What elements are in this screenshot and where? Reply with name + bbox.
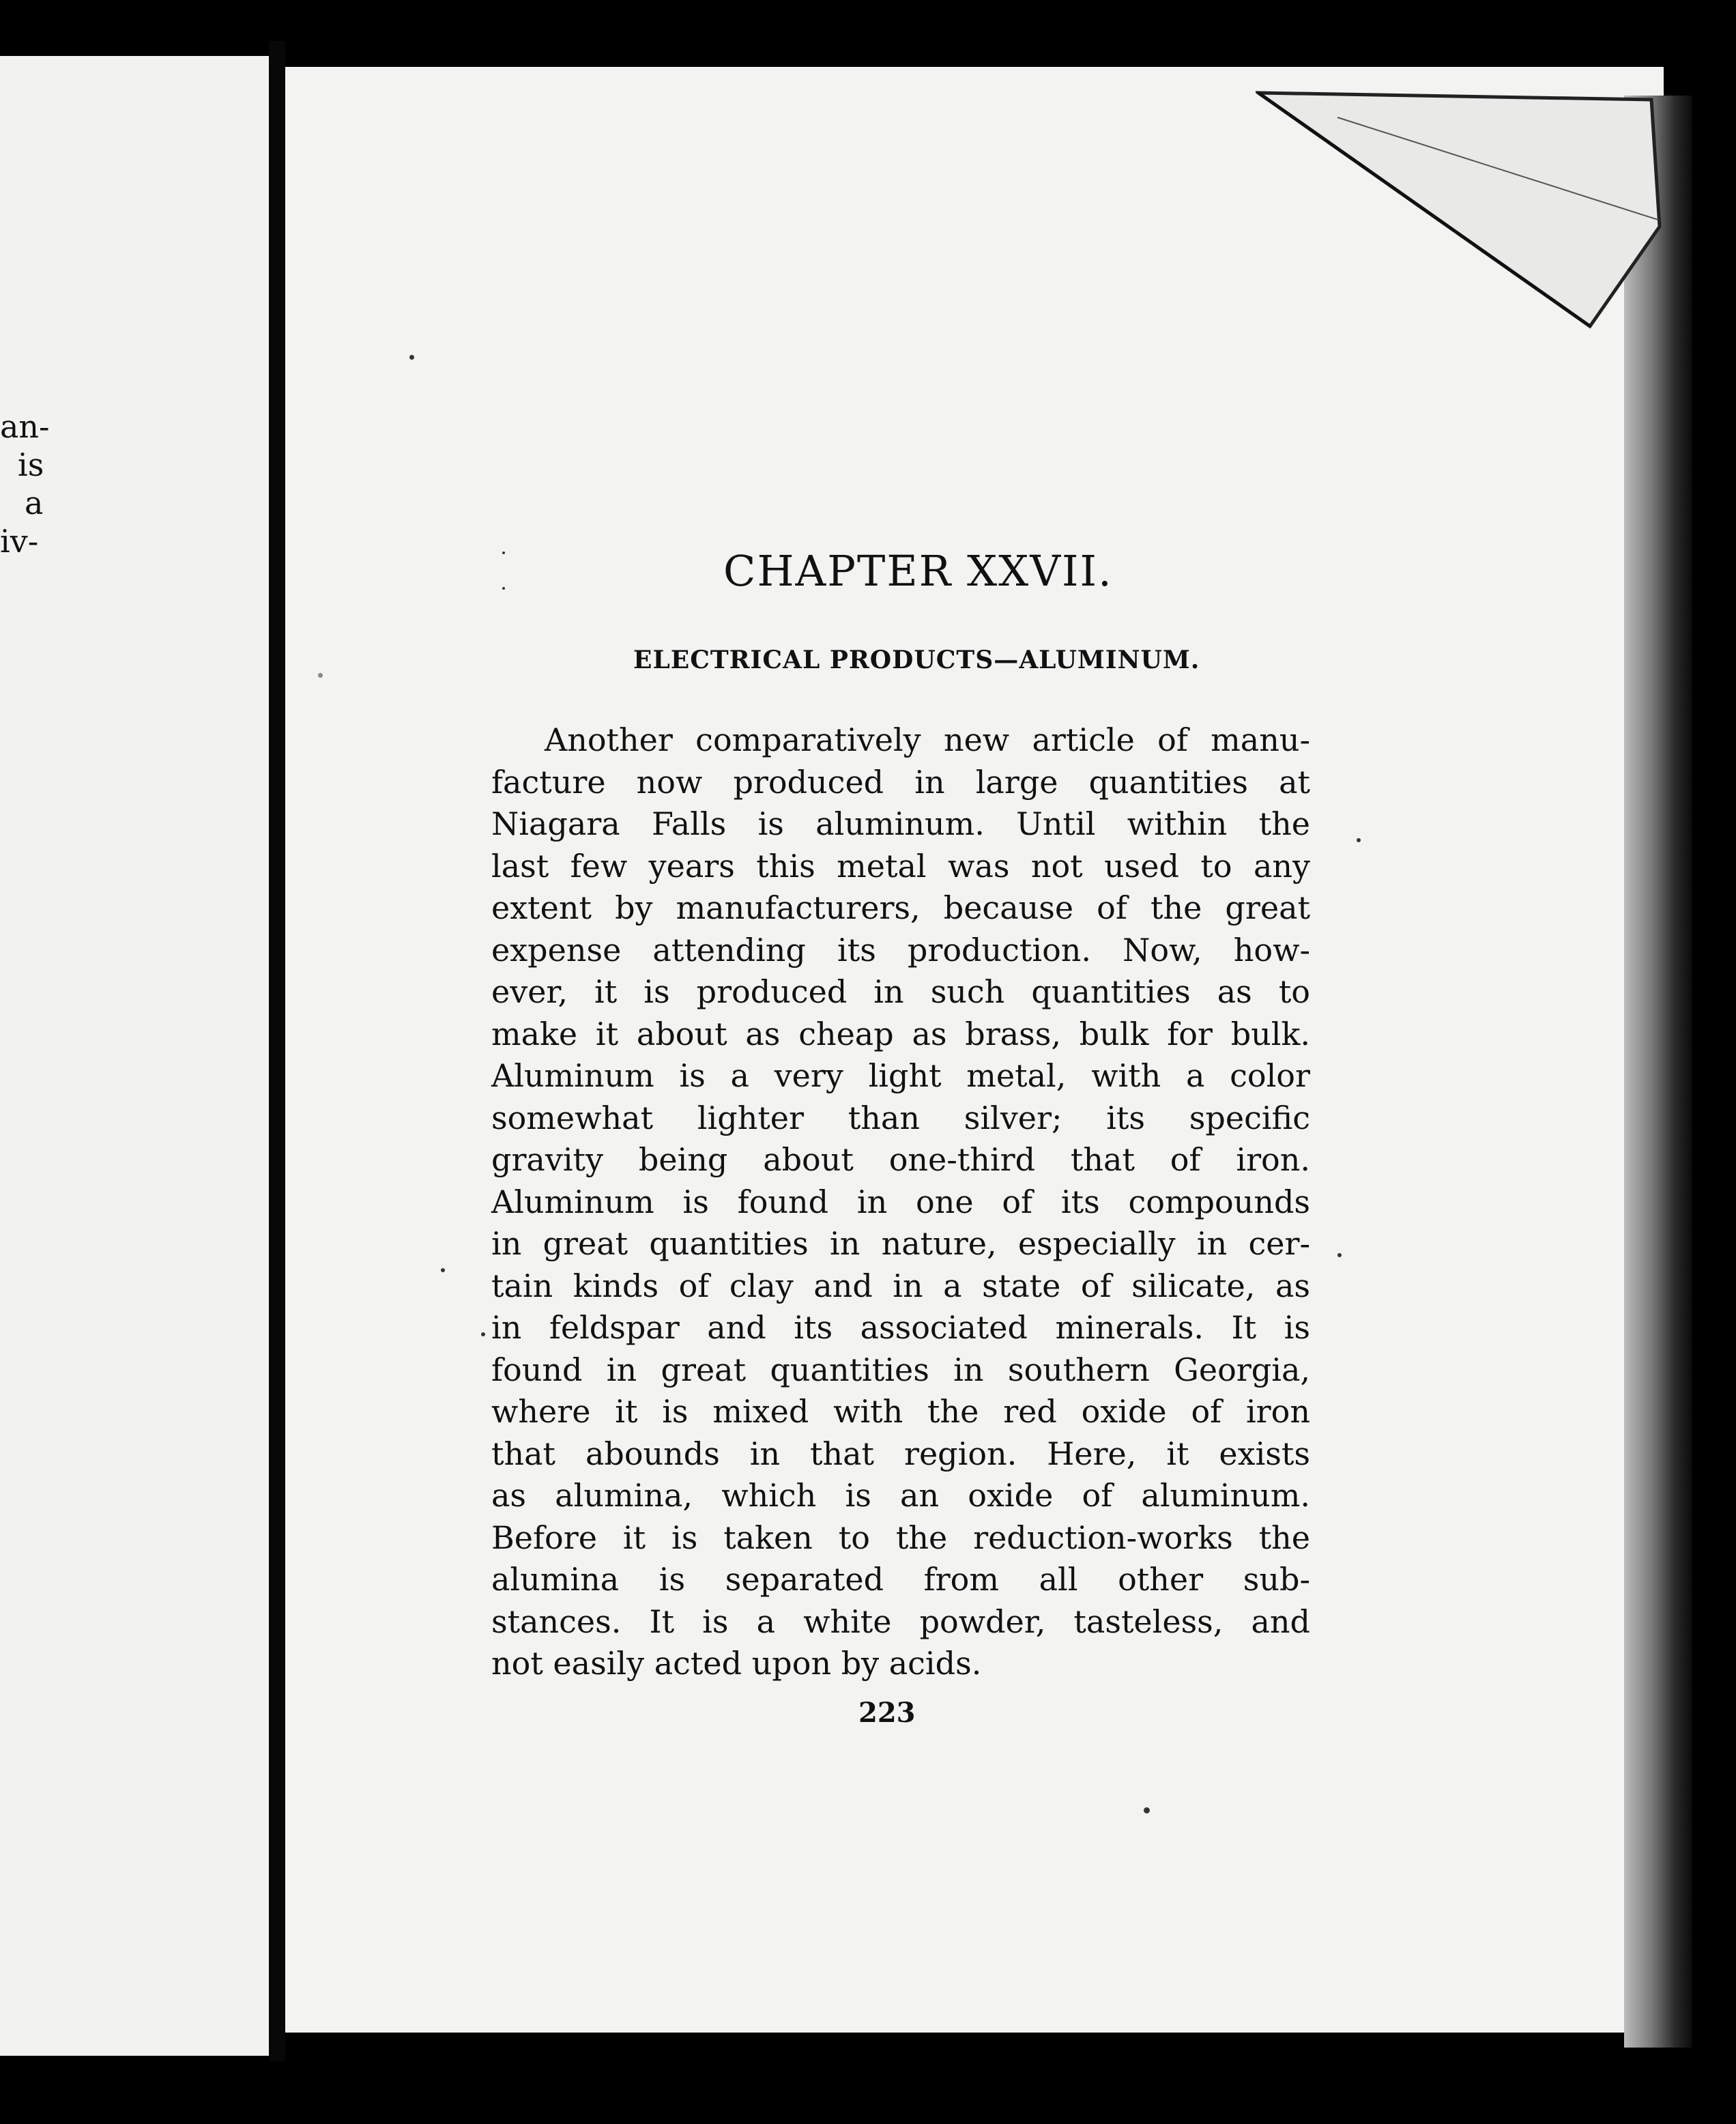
left-fragment-line: an- (0, 408, 50, 445)
text-line: as alumina, which is an oxide of aluminum. (491, 1477, 1310, 1514)
text-line: Another comparatively new article of manu- (545, 721, 1310, 758)
text-line: stances. It is a white powder, tasteless, and (491, 1603, 1310, 1640)
text-line: somewhat lighter than silver; its specific (491, 1099, 1310, 1136)
text-line: tain kinds of clay and in a state of silicate, as (491, 1267, 1310, 1304)
scan-speck (502, 587, 505, 590)
text-line: expense attending its production. Now, how- (491, 931, 1310, 968)
text-line: gravity being about one-third that of iron. (491, 1141, 1310, 1178)
text-line: that abounds in that region. Here, it exists (491, 1435, 1310, 1472)
text-line: extent by manufacturers, because of the great (491, 889, 1310, 926)
chapter-title: CHAPTER XXVII. (723, 546, 1113, 596)
text-line: in great quantities in nature, especially in cer- (491, 1225, 1310, 1262)
text-line: Aluminum is a very light metal, with a color (491, 1057, 1310, 1094)
text-line: ever, it is produced in such quantities as to (491, 973, 1310, 1010)
scan-speck (481, 1332, 485, 1336)
left-fragment-line: iv- (0, 523, 39, 560)
text-line: last few years this metal was not used to any (491, 847, 1310, 885)
scan-speck (441, 1268, 445, 1272)
scan-speck (1357, 838, 1361, 842)
page-number: 223 (858, 1697, 916, 1729)
scan-speck (318, 673, 323, 678)
text-line: alumina is separated from all other sub- (491, 1561, 1310, 1598)
scan-speck (409, 355, 414, 360)
text-line: found in great quantities in southern Georgia, (491, 1351, 1310, 1388)
text-line: Aluminum is found in one of its compounds (491, 1183, 1310, 1220)
scan-speck (502, 551, 505, 554)
folded-corner (1256, 90, 1665, 336)
chapter-subtitle: ELECTRICAL PRODUCTS—ALUMINUM. (633, 646, 1200, 674)
text-line: Before it is taken to the reduction-works the (491, 1519, 1310, 1556)
text-line: Niagara Falls is aluminum. Until within the (491, 805, 1310, 842)
scan-speck (1144, 1807, 1150, 1813)
scan-speck (1337, 1253, 1342, 1257)
text-line: not easily acted upon by acids. (491, 1645, 982, 1682)
book-gutter (269, 41, 285, 2061)
left-fragment-line: is (18, 446, 44, 483)
left-fragment-line: a (25, 485, 44, 521)
page-edge-shadow (1624, 96, 1692, 2048)
body-paragraph (491, 719, 1310, 1685)
text-line: make it about as cheap as brass, bulk for bulk. (491, 1015, 1310, 1052)
text-line: facture now produced in large quantities at (491, 763, 1310, 801)
text-line: in feldspar and its associated minerals. It is (491, 1309, 1310, 1346)
text-line: where it is mixed with the red oxide of iron (491, 1393, 1310, 1430)
left-page (0, 56, 269, 2056)
